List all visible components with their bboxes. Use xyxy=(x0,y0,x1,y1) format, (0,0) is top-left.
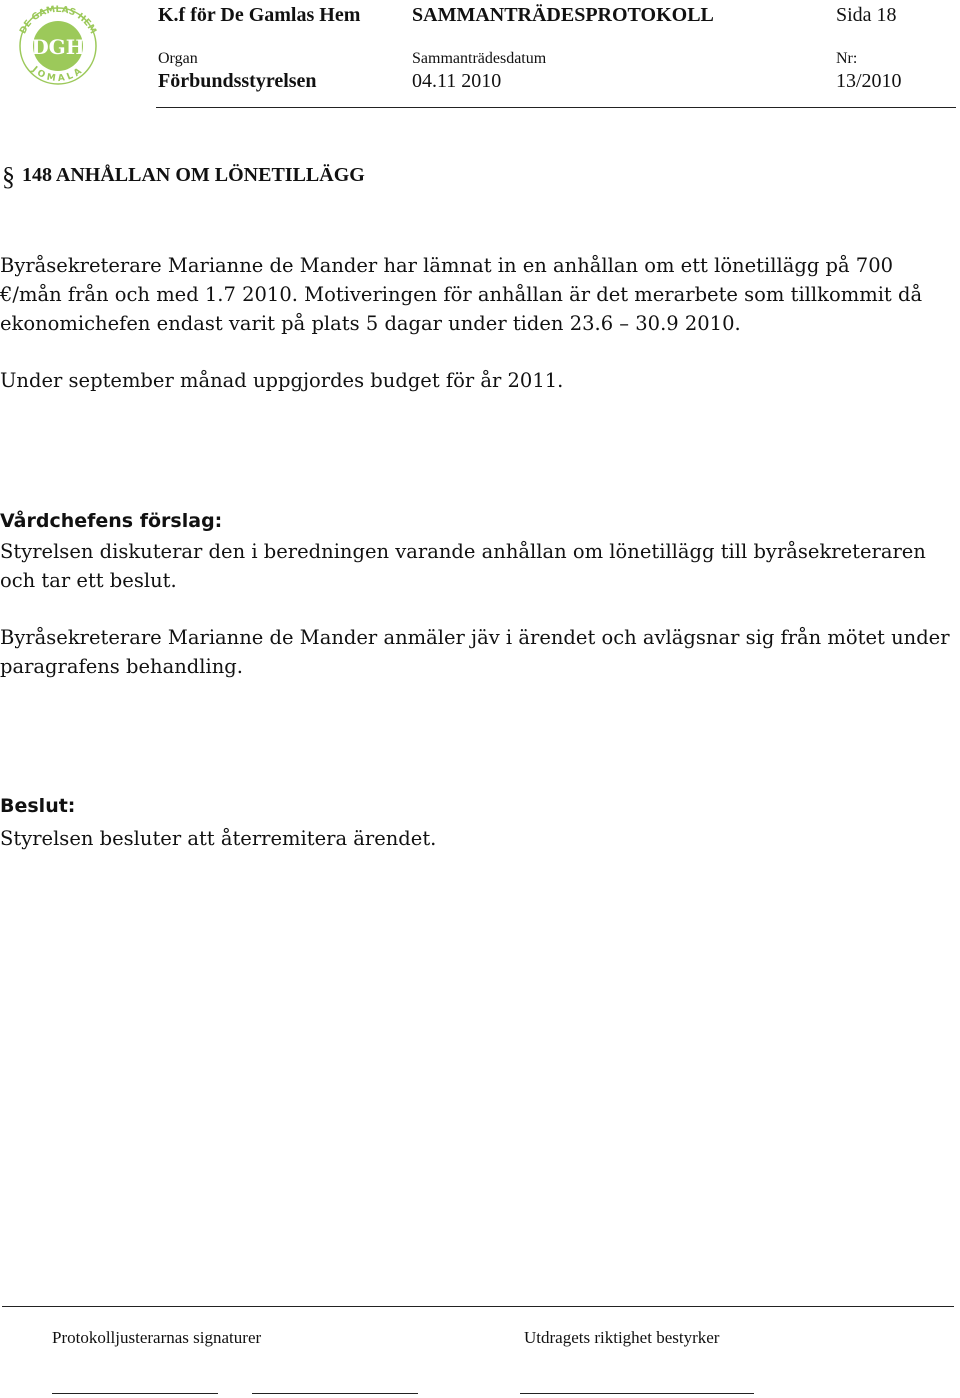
budget-paragraph xyxy=(0,366,950,395)
logo-emblem xyxy=(8,2,108,86)
footer-divider xyxy=(2,1306,954,1307)
paragraph-line: och tar ett beslut. xyxy=(0,569,177,592)
signature-line xyxy=(252,1393,418,1394)
paragraph-line: Under september månad uppgjordes budget för år 2011. xyxy=(0,369,564,392)
organization-title: K.f för De Gamlas Hem xyxy=(158,4,361,26)
paragraph-line: Styrelsen diskuterar den i beredningen varande anhållan om lönetillägg till byråsekreteraren xyxy=(0,540,926,563)
logo-text-bottom: JOMALA xyxy=(29,64,87,85)
certification-signature-line xyxy=(520,1393,754,1394)
number-label: Nr: xyxy=(836,50,858,67)
page-number: Sida 18 xyxy=(836,4,897,26)
paragraph-line: Byråsekreterare Marianne de Mander anmäler jäv i ärendet och avlägsnar sig från mötet under xyxy=(0,626,950,649)
signatures-label: Protokolljusterarnas signaturer xyxy=(52,1328,262,1347)
paragraph-line: ekonomichefen endast varit på plats 5 dagar under tiden 23.6 – 30.9 2010. xyxy=(0,312,741,335)
document-type: SAMMANTRÄDESPROTOKOLL xyxy=(412,4,714,26)
request-paragraph xyxy=(0,251,950,338)
disqualification-paragraph xyxy=(0,623,950,681)
meeting-date-label: Sammanträdesdatum xyxy=(412,50,547,67)
paragraph-line: paragrafens behandling. xyxy=(0,655,243,678)
organ-value: Förbundsstyrelsen xyxy=(158,70,317,92)
decision-paragraph xyxy=(0,824,950,853)
proposal-heading: Vårdchefens förslag: xyxy=(0,510,223,532)
logo-monogram: DGH xyxy=(31,35,85,59)
number-value: 13/2010 xyxy=(836,70,902,92)
paragraph-line: €/mån från och med 1.7 2010. Motiveringen för anhållan är det merarbete som tillkommit då xyxy=(0,283,923,306)
organ-label: Organ xyxy=(158,50,198,67)
paragraph-line: Styrelsen besluter att återremitera ärendet. xyxy=(0,827,437,850)
paragraph-line: Byråsekreterare Marianne de Mander har lämnat in en anhållan om ett lönetillägg på 700 xyxy=(0,254,894,277)
logo-text-top: DE GAMLAS HEM xyxy=(18,4,98,36)
section-mark: § xyxy=(2,162,15,191)
signature-line xyxy=(52,1393,218,1394)
organization-logo xyxy=(8,2,108,86)
meeting-date-value: 04.11 2010 xyxy=(412,70,502,92)
decision-heading: Beslut: xyxy=(0,795,76,817)
certification-label: Utdragets riktighet bestyrker xyxy=(524,1328,720,1347)
header-divider xyxy=(156,107,956,108)
section-title: 148 ANHÅLLAN OM LÖNETILLÄGG xyxy=(22,164,365,186)
proposal-paragraph xyxy=(0,537,950,595)
